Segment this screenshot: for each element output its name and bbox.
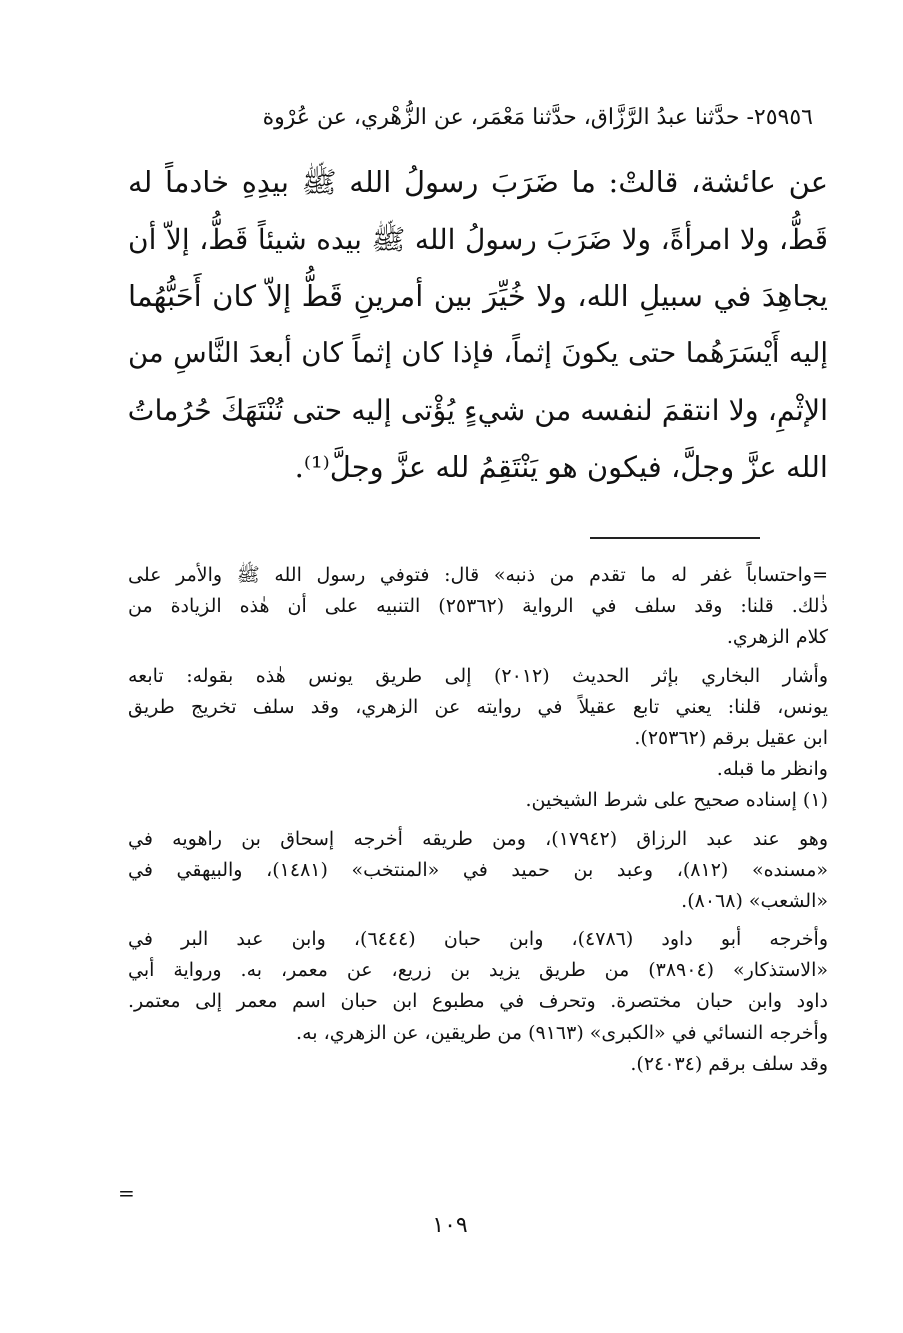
footnote-line: ذٰلك. قلنا: وقد سلف في الرواية (٢٥٣٦٢) التنبيه على أن هٰذه الزيادة من [128,595,828,618]
hadith-line: يجاهِدَ في سبيلِ الله، ولا خُيِّرَ بين أمرينِ قَطُّ إلاّ كان أَحَبُّهُما [128,279,828,313]
footnote-line: «مسنده» (٨١٢)، وعبد بن حميد في «المنتخب» (١٤٨١)، والبيهقي في [128,858,828,881]
footnote-line: وأخرجه النسائي في «الكبرى» (٩١٦٣) من طريقين، عن الزهري، به. [296,1021,828,1044]
footnote-line: «الاستذكار» (٣٨٩٠٤) من طريق يزيد بن زريع، عن معمر، به. ورواية أبي [128,959,829,982]
footnote-divider [590,537,760,539]
footnote-line: يونس، قلنا: يعني تابع عقيلاً في روايته عن الزهري، وقد سلف تخريج طريق [128,695,828,718]
footnote-line: كلام الزهري. [726,626,828,649]
footnotes [128,560,828,1080]
footnote-line: «الشعب» (٨٠٦٨). [681,889,828,912]
hadith-line: عن عائشة، قالتْ: ما ضَرَبَ رسولُ الله ﷺ بيدِهِ خادماً له [128,165,828,199]
footnote-line: وقد سلف برقم (٢٤٠٣٤). [630,1052,828,1075]
footnote-1-heading: (١) إسناده صحيح على شرط الشيخين. [525,789,828,812]
hadith-header: ٢٥٩٥٦- حدَّثنا عبدُ الرَّزَّاق، حدَّثنا مَعْمَر، عن الزُّهْري، عن عُرْوة [262,105,813,130]
continuation-mark: = [118,1181,135,1205]
page-number: ١٠٩ [432,1213,468,1238]
footnote-line: =واحتساباً غفر له ما تقدم من ذنبه» قال: فتوفي رسول الله ﷺ والأمر على [128,564,828,586]
footnote-line: وهو عند عبد الرزاق (١٧٩٤٢)، ومن طريقه أخرجه إسحاق بن راهويه في [128,827,829,850]
footnote-line: ابن عقيل برقم (٢٥٣٦٢). [634,726,828,749]
hadith-line: الإثْمِ، ولا انتقمَ لنفسه من شيءٍ يُؤْتى إليه حتى تُنْتَهَكَ حُرُماتُ [127,394,828,427]
footnote-line: وأخرجه أبو داود (٤٧٨٦)، وابن حبان (٦٤٤٤)، وابن عبد البر في [128,928,828,951]
footnote-line: وانظر ما قبله. [716,758,828,781]
hadith-line: الله عزَّ وجلَّ، فيكون هو يَنْتَقِمُ لله عزَّ وجلَّ⁽¹⁾. [294,450,828,484]
footnote-line: وأشار البخاري بإثر الحديث (٢٠١٢) إلى طريق يونس هٰذه بقوله: تابعه [128,664,828,687]
hadith-line: قَطُّ، ولا امرأةً، ولا ضَرَبَ رسولُ الله ﷺ بيده شيئاً قَطُّ، إلاّ أن [128,223,828,256]
hadith-text [128,154,828,496]
hadith-line: إليه أَيْسَرَهُما حتى يكونَ إثماً، فإذا كان إثماً كان أبعدَ النَّاسِ من [128,337,828,369]
footnote-line: داود وابن حبان مختصرة. وتحرف في مطبوع ابن حبان اسم معمر إلى معتمر. [128,990,828,1013]
